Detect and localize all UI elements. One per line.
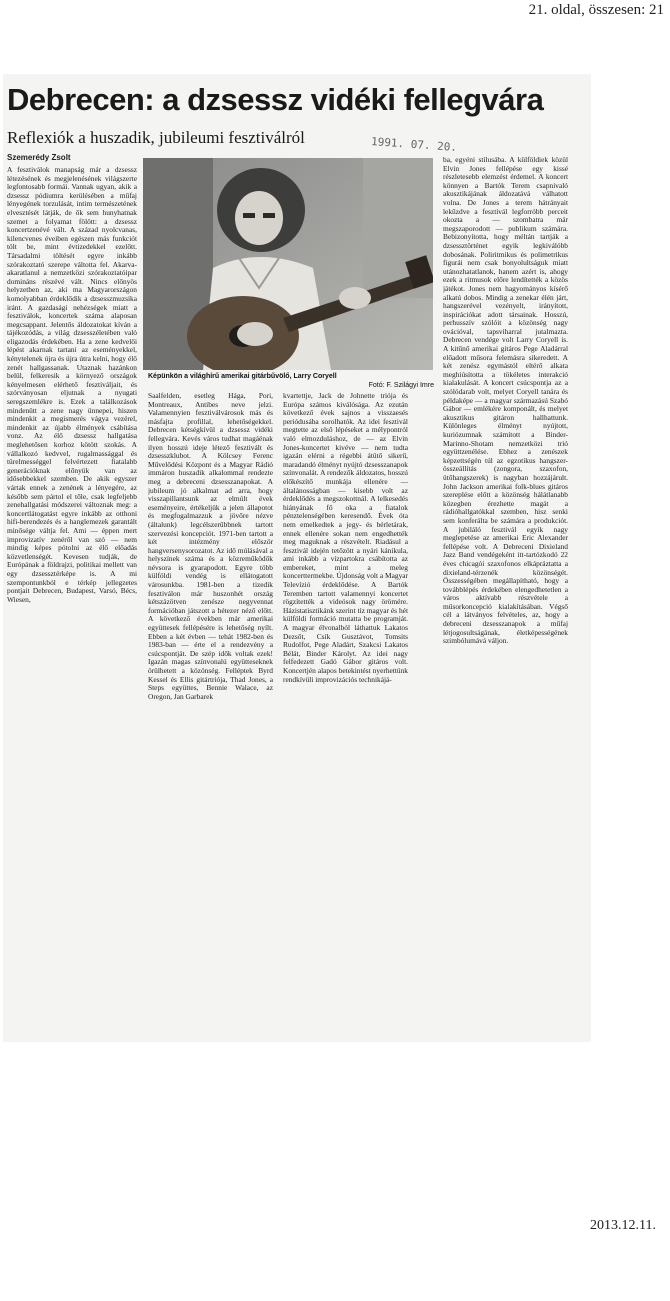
photo-caption-text: Képünkön a világhírű amerikai gitárbűvölő, Larry Coryell — [148, 373, 337, 380]
photo-credit: Fotó: F. Szilágyi Imre — [368, 382, 434, 389]
guitarist-photo — [143, 158, 433, 370]
article-column-3: kvartettje, Jack de Johnette triója és Európa számos kiválósága. Az ezután következő évek sajnos a visszaesés periódusába sorolhatók. Az idei fesztivál megtette az első lépéseket a mélypontról való elmozduláshoz, de — az Elvin Jones-koncertet kivéve — nem tudta igazán elérni a régebbi átütő sikerű, maradandó élményt nyújtó dzsesszanapok színvonalát. A rendezők áldozatos, hosszú előkészítő munkája ellenére — általánosságban — kisebb volt az érdeklődés a megszokottnál. A lelkesedés hiányának fő oka a fiatalok pénztelenségében keresendő. Évek óta nem emelkedtek a jegy- és bérletárak, ennek ellenére sokan nem engedhették meg maguknak a részvételt. Riadásul a fesztivál idején tetőzött a nyári kánikula, ami inkább a vízpartokra csábította az embereket, mint a meleg koncerttermekbe. Újdonság volt a Magyar Televízió érdeklődése. A Bartók Teremben tartott valamennyi koncertet rögzítették a videósok nagy örömére. Házistatisztikánk szerint tíz magyar és hét külföldi formáció mutatta be programját. A magyar élvonalból láthattuk Lakatos Dezsőt, Csík Gusztávot, Tomsits Rudolfot, Pege Aladárt, Szakcsi Lakatos Bélát, Binder Károlyt. Az idei nagy felfedezett Gadó Gábor gitáros volt. Koncertjén alapos betekintést nyerhettünk rendkívüli improvizációs technikájá- — [283, 392, 408, 684]
handwritten-date: 1991. 07. 20. — [370, 135, 458, 154]
footer-date: 2013.12.11. — [590, 1218, 656, 1233]
article-column-1: A fesztiválok manapság már a dzsessz létezésének és megjelenésének világszerte legfontosabb formái. Vannak ugyan, akik a dzsessz pódiumra kerülésében a műfaj lényegének torzulását, intim természetének elvesztését látják, de ők sem hunyhatnak szemet a folyamat fölött: a dzsessz koncertzenévé vált. A század nyolcvanas, kilencvenes éveiben egészen más funkciót tölt be, mint évtizedekkel ezelőtt. Társadalmi töltését egyre inkább szórakoztató szerepe váltotta fel. Akarva-akaratlanul a nemzetközi szórakoztatóipar domináns részévé vált. Nincs előnyös helyzetben az, aki ma Magyarországon komolyabban érdeklődik a dzsesszmuzsika iránt. A gazdasági nehézségek miatt a fesztiválok, koncertek száma alaposan megcsappant. Jelentős áldozatokat kíván a tájékozódás, a világ dzsesszéletében való eligazodás érdekében. Ha a zene kedvelői lépést akarnak tartani az eseményekkel, kénytelenek újra és újra útra kelni, hogy élő zenét hallgassanak. Utaznak hazánkon belül, felkeresik a környező országok kényelmesen elérhető fesztiváljait, és szórványosan eljutnak a nyugati seregszemlékre is. Ezek a találkozások mindenütt a zene nagy ünnepei, hiszen mindenkit a megismerés vágya vezérel, mindenkit az újabb élmények csábítása vonz. Az élő dzsessz hallgatása meglehetősen korhoz kötött szokás. A vállalkozó kedvvel, rugalmassággal és türelmességgel felvértezett fiatalabb generációknak előnyük van az idősebbekkel szemben. De akik egyszer vártak ennek a zenének a lényegére, az később sem pártol el tőle, csak legfeljebb zenehallgatási módszerei változnak meg: a koncertlátogatást egyre inkább az otthoni hifi-berendezés és a hanglemezek garantált minősége váltja fel. Ami — éppen mert improvizatív zenéről van szó — nem mindig képes pótolni az élő előadás közvetlenségét. Kevesen tudják, de Európának a földrajzi, politikai mellett van egy dzsessztérképe is. A mi szempontunkból e térkép jellegzetes pontjait Debrecen, Budapest, Varsó, Bécs, Wiesen, — [7, 166, 137, 604]
newspaper-clipping — [3, 74, 591, 1042]
article-column-2: Saalfelden, esetleg Hága, Pori, Montreaux, Antibes neve jelzi. Valamennyien fesztiválvárosok más és másfajta profillal, lehetőségekkel. Debrecen kétségkívül a dzsessz vidéki fellegvára. Kevés város tudhat magáénak ilyen hosszú ideje létező fesztivált és dzsesszklubot. A Kölcsey Ferenc Művelődési Központ és a Magyar Rádió immáron huszadik alkalommal rendezte meg a debreceni dzsesszanapokat. A jubileum jó alkalmat ad arra, hogy visszapillantsunk az elmúlt évek eseményeire, értékeljük a jelen állapotot és megfogalmazzuk a jövőre nézve (általunk) legcélszerűbbnek tartott szervezési koncepciót. 1971-ben tartott a két intézmény először hangversenysorozatot. Az idő múlásával a helyszínek száma és a közreműködők névsora is gyarapodott. Egyre több külföldi vendég is ellátogatott városunkba. 1981-ben a tizedik fesztiválon már huszonhét ország kétszázötven zenésze negyvennat formációban játszott a hétezer néző előtt. A következő években már amerikai együttesek fellépésére is lehetőség nyílt. Ebben a két évben — tehát 1982-ben és 1983-ban — érte el a rendezvény a csúcspontját. De szép idők voltak ezek! Igazán magas színvonalú együtteseknek örülhetett a közönség. Felléptek Byrd Kessel és Ellis gitártriója, Thad Jones, a Steps együttes, Bennie Walace, az Oregon, Jan Garbarek — [148, 392, 273, 701]
photo-caption — [148, 372, 434, 390]
article-byline: Szemerédy Zsolt — [7, 153, 71, 162]
article-subtitle: Reflexiók a huszadik, jubileumi fesztiválról — [7, 128, 305, 147]
article-column-4: ba, egyéni stílusába. A külföldiek közül Elvin Jones fellépése egy kissé részletesebb elemzést érdemel. A koncert könnyen a Bartók Terem csapnivaló akusztikájának áldozatává válhatott volna. De Jones a terem hátrányait lekűzdve a fesztivál legforróbb perceit okozta a — szombatra már megszaporodott — publikum számára. Bebizonyította, hogy méltán tartják a dzsessztörténet egyik legkiválóbb dobosának. Poliritmikus és polimetrikus figurái nem csak bonyolultságuk miatt utánozhatatlanok, hanem azért is, ahogy ezek a ritmusok előre lendítették a közös játékot. Jones nem hagyományos kísérő alkatú dobos. Mindig a zenekar élén járt, hangszerével vezényelt, irányított, inspirációkat adott társainak. Hosszú, perhusszív szólóit a közönség nagy ovációval, tapsviharral jutalmazta. Debrecen vendége volt Larry Coryell is. A kitűnő amerikai gitáros Pege Aladárral előadott műsora felemásra sikeredett. A két zenész egymástól eltérő alkata meghiúsította a tökéletes interakció kialakulását. A koncert csúcspontja az a szólódarab volt, melyet Coryell tanára és példaképe — a magyar származású Szabó Gábor — emlékére komponált, és melyet akusztikus gitáron hallhattunk. Különleges élményt nyújtott, kuriózumnak számított a Binder-Marinno-Shotam nemzetközi trió együttzenélése. Ebhez a zenészek képzettségén túl az egzotikus hangszer-összeállítás (zongora, szaxofon, ütőhangszerek) is nagyban hozzájárult. John Jackson amerikai folk-blues gitáros szereplése előtt a közönség hálátlanabb közegben érezhette magát a rádióhallgatókkal szemben, hisz senki sem konferálta be számára a produkciót. A jubiláló fesztivál egyik nagy meglepetése az amerikai Eric Alexander fellépése volt. A Debreceni Dixieland Jazz Band vendégeként itt-tartózkodó 22 éves chicagói szaxofonos elkápráztatta a dixieland-térzenék közönségét. Összességében megállapítható, hogy a továbblépés érdekében elengedhetetlen a város aktívabb részvétele a műsorkoncepció kialakításában. Végső cél a látványos felvételes, az, hogy a debreceni dzsesszanapok a műfaj létjogosultságának, életképességének szimbólumává váljon. — [443, 156, 568, 646]
article-headline: Debrecen: a dzsessz vidéki fellegvára — [7, 82, 544, 117]
photo-image — [143, 158, 433, 370]
page-counter: 21. oldal, összesen: 21 — [528, 2, 664, 18]
